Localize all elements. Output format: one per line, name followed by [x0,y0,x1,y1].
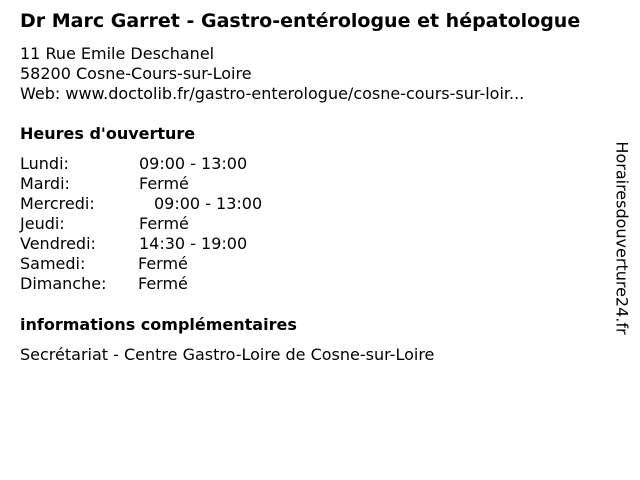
day-hours: Fermé [138,254,188,273]
page-title: Dr Marc Garret - Gastro-entérologue et hépatologue [20,10,581,32]
website-link[interactable]: Web: www.doctolib.fr/gastro-enterologue/cosne-cours-sur-loir... [20,84,525,103]
day-label: Vendredi: [20,234,96,253]
day-label: Dimanche: [20,274,107,293]
additional-info-text: Secrétariat - Centre Gastro-Loire de Cosne-sur-Loire [20,345,435,364]
day-hours: 09:00 - 13:00 [154,194,263,213]
day-label: Mercredi: [20,194,95,213]
day-label: Lundi: [20,154,69,173]
day-hours: 14:30 - 19:00 [139,234,248,253]
address-city: 58200 Cosne-Cours-sur-Loire [20,64,252,83]
day-label: Jeudi: [20,214,65,233]
day-label: Mardi: [20,174,70,193]
address-street: 11 Rue Emile Deschanel [20,44,215,63]
site-watermark: Horairesdouverture24.fr [612,141,632,335]
day-hours: Fermé [139,214,189,233]
day-hours: Fermé [139,174,189,193]
day-hours: 09:00 - 13:00 [139,154,248,173]
day-label: Samedi: [20,254,86,273]
day-hours: Fermé [138,274,188,293]
opening-hours-heading: Heures d'ouverture [20,124,196,143]
additional-info-heading: informations complémentaires [20,315,297,334]
